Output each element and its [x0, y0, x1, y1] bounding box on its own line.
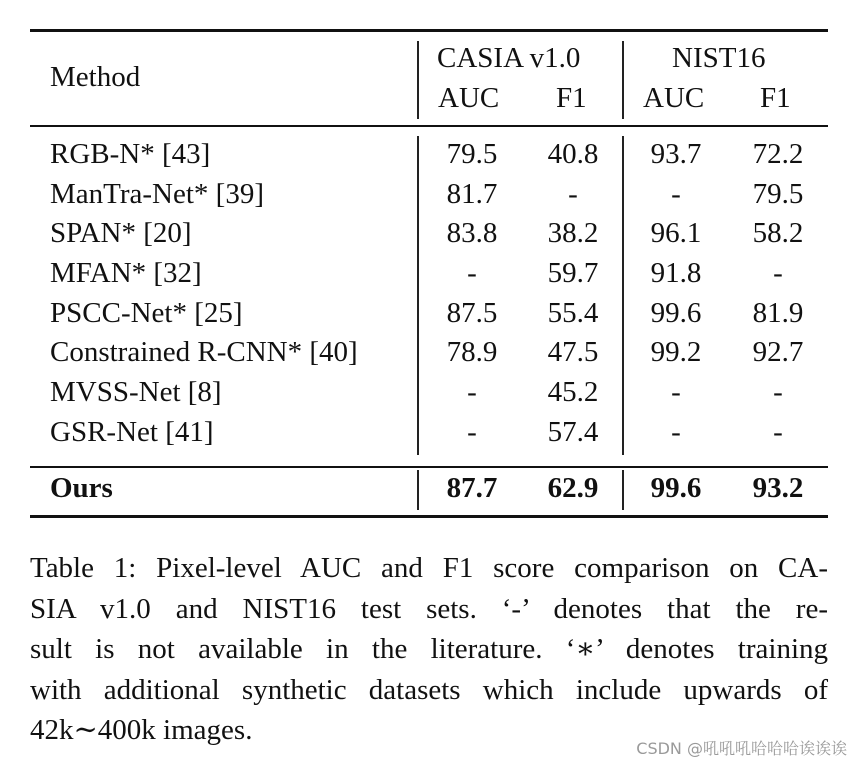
- row-method: Constrained R-CNN* [40]: [50, 336, 358, 368]
- row-method: MVSS-Net [8]: [50, 376, 222, 408]
- row-value: 81.7: [446, 178, 498, 210]
- row-value: -: [671, 416, 681, 448]
- row-value: -: [467, 416, 477, 448]
- row-method: ManTra-Net* [39]: [50, 178, 264, 210]
- caption-line: sult is not available in the literature. ‘∗’ denotes training: [30, 633, 828, 665]
- body-vline-2: [622, 136, 624, 455]
- header-group-nist: NIST16: [672, 42, 766, 74]
- row-value: 38.2: [547, 217, 599, 249]
- row-value: 79.5: [446, 138, 498, 170]
- table-top-rule: [30, 29, 828, 32]
- header-group-casia: CASIA v1.0: [437, 42, 581, 74]
- header-bottom-rule: [30, 125, 828, 127]
- header-vline-1: [417, 41, 419, 119]
- row-value: 99.2: [650, 336, 702, 368]
- header-casia-f1: F1: [556, 82, 587, 114]
- row-method: RGB-N* [43]: [50, 138, 211, 170]
- table-bottom-rule: [30, 515, 828, 518]
- caption-line: with additional synthetic datasets which include upwards of: [30, 673, 828, 706]
- row-value: 58.2: [752, 217, 804, 249]
- caption-line: SIA v1.0 and NIST16 test sets. ‘-’ denotes that the re-: [30, 592, 828, 625]
- header-casia-auc: AUC: [438, 82, 500, 114]
- row-value: 99.6: [650, 297, 702, 329]
- row-value: 40.8: [547, 138, 599, 170]
- row-value: -: [773, 416, 783, 448]
- row-value: -: [568, 178, 578, 210]
- row-value: 83.8: [446, 217, 498, 249]
- row-value: 96.1: [650, 217, 702, 249]
- caption-line: 42k∼400k images.: [30, 714, 253, 746]
- ours-vline-1: [417, 470, 419, 510]
- row-value: 91.8: [650, 257, 702, 289]
- ours-value: 99.6: [650, 472, 702, 504]
- ours-method: Ours: [50, 472, 113, 504]
- row-method: MFAN* [32]: [50, 257, 202, 289]
- row-value: 47.5: [547, 336, 599, 368]
- row-method: GSR-Net [41]: [50, 416, 214, 448]
- header-method: Method: [50, 61, 141, 93]
- ours-value: 62.9: [547, 472, 599, 504]
- row-value: -: [773, 257, 783, 289]
- row-value: -: [467, 376, 477, 408]
- row-value: 87.5: [446, 297, 498, 329]
- row-value: 45.2: [547, 376, 599, 408]
- caption-line: Table 1: Pixel-level AUC and F1 score comparison on CA-: [30, 552, 828, 584]
- row-value: 72.2: [752, 138, 804, 170]
- row-method: SPAN* [20]: [50, 217, 192, 249]
- ours-vline-2: [622, 470, 624, 510]
- row-value: -: [671, 178, 681, 210]
- header-nist-auc: AUC: [643, 82, 705, 114]
- row-method: PSCC-Net* [25]: [50, 297, 243, 329]
- row-value: 59.7: [547, 257, 599, 289]
- table-caption: [30, 548, 828, 751]
- row-value: 57.4: [547, 416, 599, 448]
- watermark: CSDN @吼吼吼哈哈哈诶诶诶: [636, 739, 847, 758]
- row-value: 78.9: [446, 336, 498, 368]
- row-value: 79.5: [752, 178, 804, 210]
- row-value: 92.7: [752, 336, 804, 368]
- row-value: 55.4: [547, 297, 599, 329]
- ours-value: 93.2: [752, 472, 804, 504]
- header-vline-2: [622, 41, 624, 119]
- row-value: -: [773, 376, 783, 408]
- body-vline-1: [417, 136, 419, 455]
- row-value: -: [671, 376, 681, 408]
- header-nist-f1: F1: [760, 82, 791, 114]
- row-value: 81.9: [752, 297, 804, 329]
- ours-value: 87.7: [446, 472, 498, 504]
- ours-separator-rule: [30, 466, 828, 468]
- row-value: 93.7: [650, 138, 702, 170]
- row-value: -: [467, 257, 477, 289]
